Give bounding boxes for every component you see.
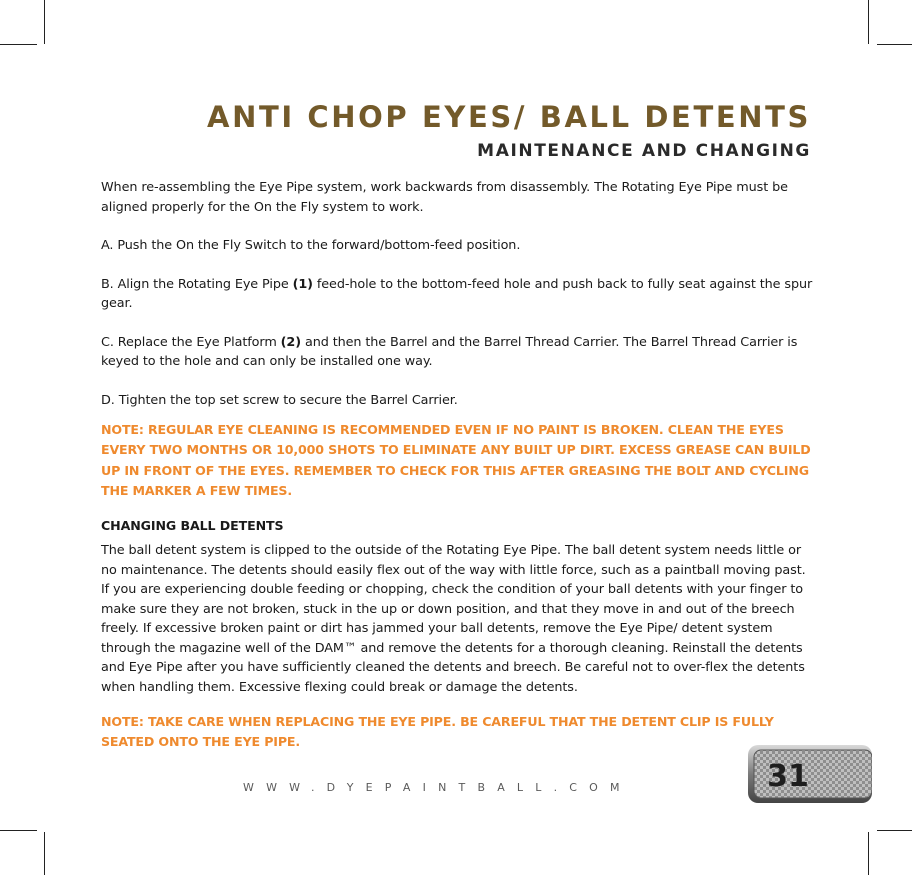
step-d: D. Tighten the top set screw to secure the Barrel Carrier. <box>101 392 458 408</box>
page-number: 31 <box>767 759 809 794</box>
step-b-text: B. Align the Rotating Eye Pipe <box>101 276 293 292</box>
cleaning-note: NOTE: REGULAR EYE CLEANING IS RECOMMENDED EVEN IF NO PAINT IS BROKEN. CLEAN THE EYES EVERY TWO MONTHS OR 10,000 SHOTS TO ELIMINATE ANY BUILT UP DIRT. EXCESS GREASE CAN BUILD UP IN FRONT OF THE EYES. REMEMBER TO CHECK FOR THIS AFTER GREASING THE BOLT AND CYCLING THE MARKER A FEW TIMES. <box>101 422 811 498</box>
step-c <box>101 333 817 372</box>
crop-mark <box>44 0 45 44</box>
crop-mark <box>877 830 912 831</box>
section-heading: CHANGING BALL DETENTS <box>101 518 284 534</box>
crop-mark <box>0 44 37 45</box>
page-number-badge <box>748 745 872 803</box>
page-subtitle: MAINTENANCE AND CHANGING <box>477 141 811 161</box>
crop-mark <box>44 832 45 875</box>
page-content <box>101 178 817 770</box>
page-title: ANTI CHOP EYES/ BALL DETENTS <box>207 100 811 134</box>
part-ref-1: (1) <box>292 276 313 292</box>
step-b <box>101 275 817 314</box>
crop-mark <box>868 0 869 44</box>
step-a: A. Push the On the Fly Switch to the forward/bottom-feed position. <box>101 238 521 253</box>
part-ref-2: (2) <box>280 334 301 350</box>
step-b-text-cont: feed-hole to the bottom-feed hole and push back to fully seat against the spur gear. <box>101 276 813 311</box>
eye-pipe-note: NOTE: TAKE CARE WHEN REPLACING THE EYE PIPE. BE CAREFUL THAT THE DETENT CLIP IS FULLY SEATED ONTO THE EYE PIPE. <box>101 714 774 750</box>
step-c-text-cont: and then the Barrel and the Barrel Thread Carrier. The Barrel Thread Carrier is keyed to the hole and can only be installed one way. <box>101 334 798 369</box>
website-url: WWW.DYEPAINTBALL.COM <box>243 781 632 794</box>
crop-mark <box>0 830 37 831</box>
intro-paragraph: When re-assembling the Eye Pipe system, work backwards from disassembly. The Rotating Eye Pipe must be aligned properly for the On the Fly system to work. <box>101 180 788 215</box>
crop-mark <box>868 832 869 875</box>
detents-paragraph: The ball detent system is clipped to the outside of the Rotating Eye Pipe. The ball detent system needs little or no maintenance. The detents should easily flex out of the way with little force, such as a paintball moving past. If you are experiencing double feeding or chopping, check the condition of your ball detents with your finger to make sure they are not broken, stuck in the up or down position, and that they move in and out of the breech freely. If excessive broken paint or dirt has jammed your ball detents, remove the Eye Pipe/ detent system through the magazine well of the DAM™ and remove the detents for a thorough cleaning. Reinstall the detents and Eye Pipe after you have sufficiently cleaned the detents and breech. Be careful not to over-flex the detents when handling them. Excessive flexing could break or damage the detents. <box>101 543 806 695</box>
step-c-text: C. Replace the Eye Platform <box>101 334 281 350</box>
crop-mark <box>877 44 912 45</box>
